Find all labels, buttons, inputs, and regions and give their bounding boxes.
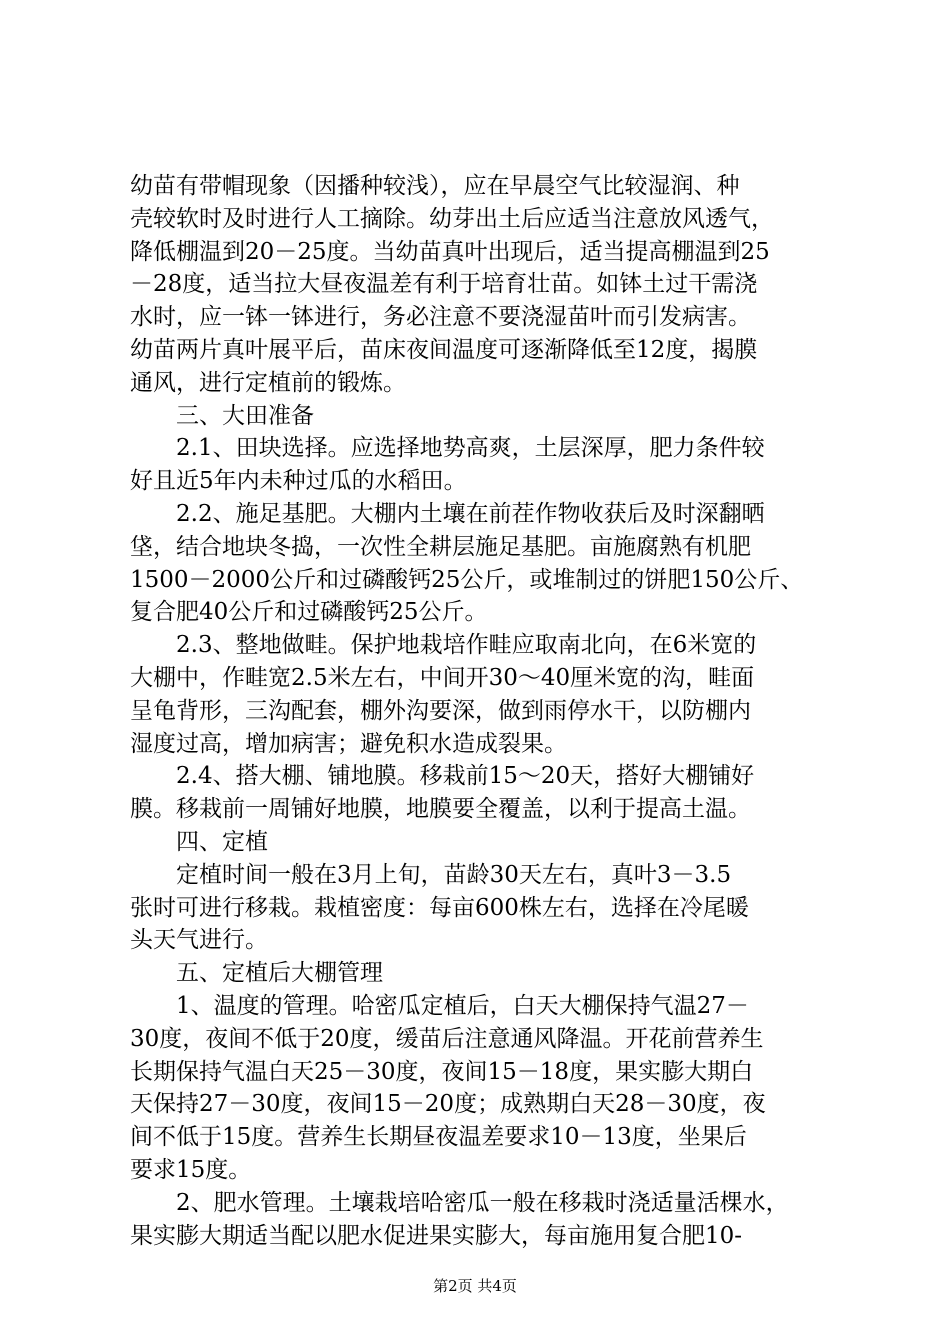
section-heading: 三、大田准备 [176,402,314,429]
document-body [130,170,830,1252]
text-line: 天保持27－30度，夜间15－20度；成熟期白天28－30度，夜 [130,1091,766,1118]
paragraph-start: 1、温度的管理。哈密瓜定植后，白天大棚保持气温27－ [176,992,749,1019]
text-line: 呈龟背形，三沟配套，棚外沟要深，做到雨停水干，以防棚内 [130,697,751,724]
text-line: 要求15度。 [130,1156,252,1183]
text-line: 壳较软时及时进行人工摘除。幼芽出土后应适当注意放风透气， [130,205,774,232]
paragraph-start: 2.4、搭大棚、铺地膜。移栽前15～20天，搭好大棚铺好 [176,763,755,790]
text-line: 复合肥40公斤和过磷酸钙25公斤。 [130,599,488,626]
text-line: 间不低于15度。营养生长期昼夜温差要求10－13度，坐果后 [130,1124,747,1151]
section-heading: 五、定植后大棚管理 [176,960,383,987]
text-line: －28度，适当拉大昼夜温差有利于培育壮苗。如钵土过干需浇 [130,271,758,298]
page-number-footer: 第2页 共4页 [433,1277,517,1295]
paragraph-start: 2.2、施足基肥。大棚内土壤在前茬作物收获后及时深翻晒 [176,500,765,527]
text-line: 水时，应一钵一钵进行，务必注意不要浇湿苗叶而引发病害。 [130,304,751,331]
text-line: 好且近5年内未种过瓜的水稻田。 [130,468,467,495]
text-line: 1500－2000公斤和过磷酸钙25公斤，或堆制过的饼肥150公斤、 [130,566,804,593]
text-line: 幼苗两片真叶展平后，苗床夜间温度可逐渐降低至12度，揭膜 [130,336,758,363]
text-line: 30度，夜间不低于20度，缓苗后注意通风降温。开花前营养生 [130,1025,764,1052]
paragraph-start: 定植时间一般在3月上旬，苗龄30天左右，真叶3－3.5 [176,861,732,888]
paragraph-start: 2、肥水管理。土壤栽培哈密瓜一般在移栽时浇适量活棵水， [176,1189,789,1216]
text-line: 降低棚温到20－25度。当幼苗真叶出现后，适当提高棚温到25 [130,238,770,265]
text-line: 头天气进行。 [130,927,268,954]
text-line: 果实膨大期适当配以肥水促进果实膨大，每亩施用复合肥10- [130,1222,743,1249]
section-heading: 四、定植 [176,828,268,855]
paragraph-start: 2.1、田块选择。应选择地势高爽，土层深厚，肥力条件较 [176,435,765,462]
text-line: 垡，结合地块冬捣，一次性全耕层施足基肥。亩施腐熟有机肥 [130,533,751,560]
text-line: 大棚中，作畦宽2.5米左右，中间开30～40厘米宽的沟，畦面 [130,664,755,691]
text-line: 长期保持气温白天25－30度，夜间15－18度，果实膨大期白 [130,1058,754,1085]
text-line: 通风，进行定植前的锻炼。 [130,369,406,396]
paragraph-start: 2.3、整地做畦。保护地栽培作畦应取南北向，在6米宽的 [176,632,757,659]
text-line: 张时可进行移栽。栽植密度：每亩600株左右，选择在冷尾暖 [130,894,749,921]
text-line: 膜。移栽前一周铺好地膜，地膜要全覆盖，以利于提高土温。 [130,796,751,823]
text-line: 幼苗有带帽现象（因播种较浅），应在早晨空气比较湿润、种 [130,173,740,199]
text-line: 湿度过高，增加病害；避免积水造成裂果。 [130,730,567,757]
